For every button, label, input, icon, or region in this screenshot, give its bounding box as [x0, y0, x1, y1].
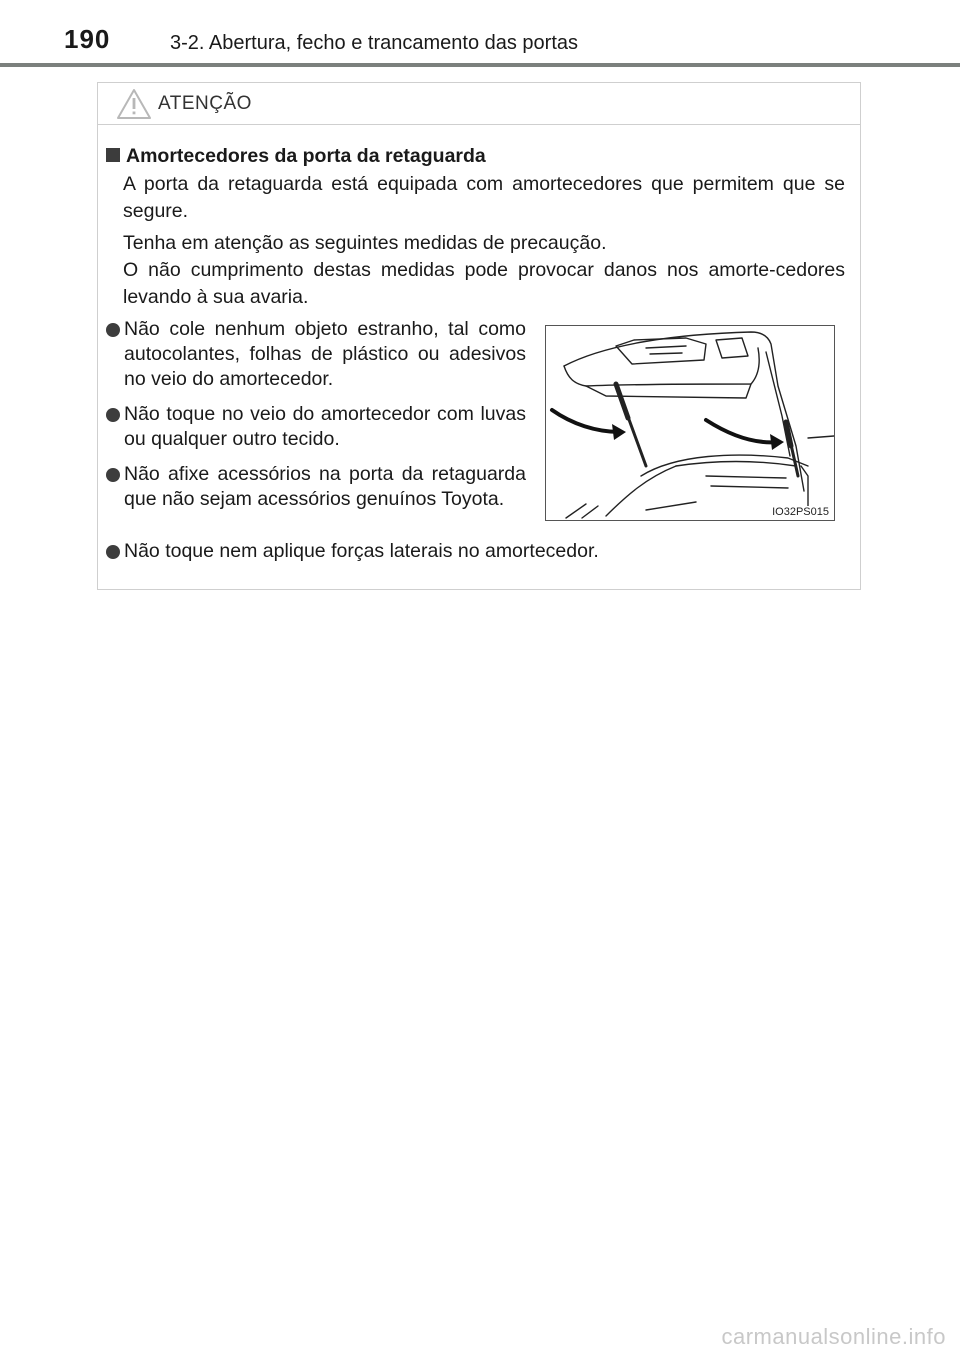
list-item-text: Não afixe acessórios na porta da retaguarda que não sejam acessórios genuínos Toyota.: [124, 463, 526, 510]
bullet-list: [106, 317, 526, 522]
circle-bullet-icon: [106, 468, 120, 482]
subheading: [106, 145, 486, 168]
circle-bullet-icon: [106, 408, 120, 422]
list-item: [106, 402, 526, 452]
paragraph-precautions-line-2: O não cumprimento destas medidas pode provocar danos nos amorte-cedores levando à sua avaria.: [123, 259, 845, 308]
page-header: [0, 0, 960, 70]
warning-triangle-icon: [116, 88, 152, 120]
circle-bullet-icon: [106, 323, 120, 337]
paragraph-intro: A porta da retaguarda está equipada com amortecedores que permitem que se segure.: [123, 173, 845, 222]
tailgate-damper-drawing: [546, 326, 834, 520]
warning-header: [98, 83, 860, 125]
list-item: [106, 462, 526, 512]
section-title: 3-2. Abertura, fecho e trancamento das portas: [170, 32, 579, 54]
warning-label: ATENÇÃO: [158, 93, 252, 114]
square-bullet-icon: [106, 148, 120, 162]
subheading-text: Amortecedores da porta da retaguarda: [126, 145, 486, 167]
list-item: [106, 539, 846, 564]
watermark: carmanualsonline.info: [721, 1324, 946, 1349]
tailgate-illustration: [545, 325, 835, 521]
list-item-text: Não cole nenhum objeto estranho, tal como autocolantes, folhas de plástico ou adesivos no veio do amortecedor.: [124, 318, 526, 390]
warning-box: [97, 82, 861, 590]
figure-code: IO32PS015: [772, 506, 829, 518]
header-rule: [0, 63, 960, 67]
list-item: [106, 317, 526, 392]
circle-bullet-icon: [106, 545, 120, 559]
page-number: 190: [64, 24, 111, 54]
list-item-text: Não toque nem aplique forças laterais no amortecedor.: [124, 540, 599, 562]
list-item-text: Não toque no veio do amortecedor com luvas ou qualquer outro tecido.: [124, 403, 526, 450]
paragraph-precautions-line-1: Tenha em atenção as seguintes medidas de precaução.: [123, 232, 607, 254]
paragraph-precautions: [123, 230, 845, 311]
